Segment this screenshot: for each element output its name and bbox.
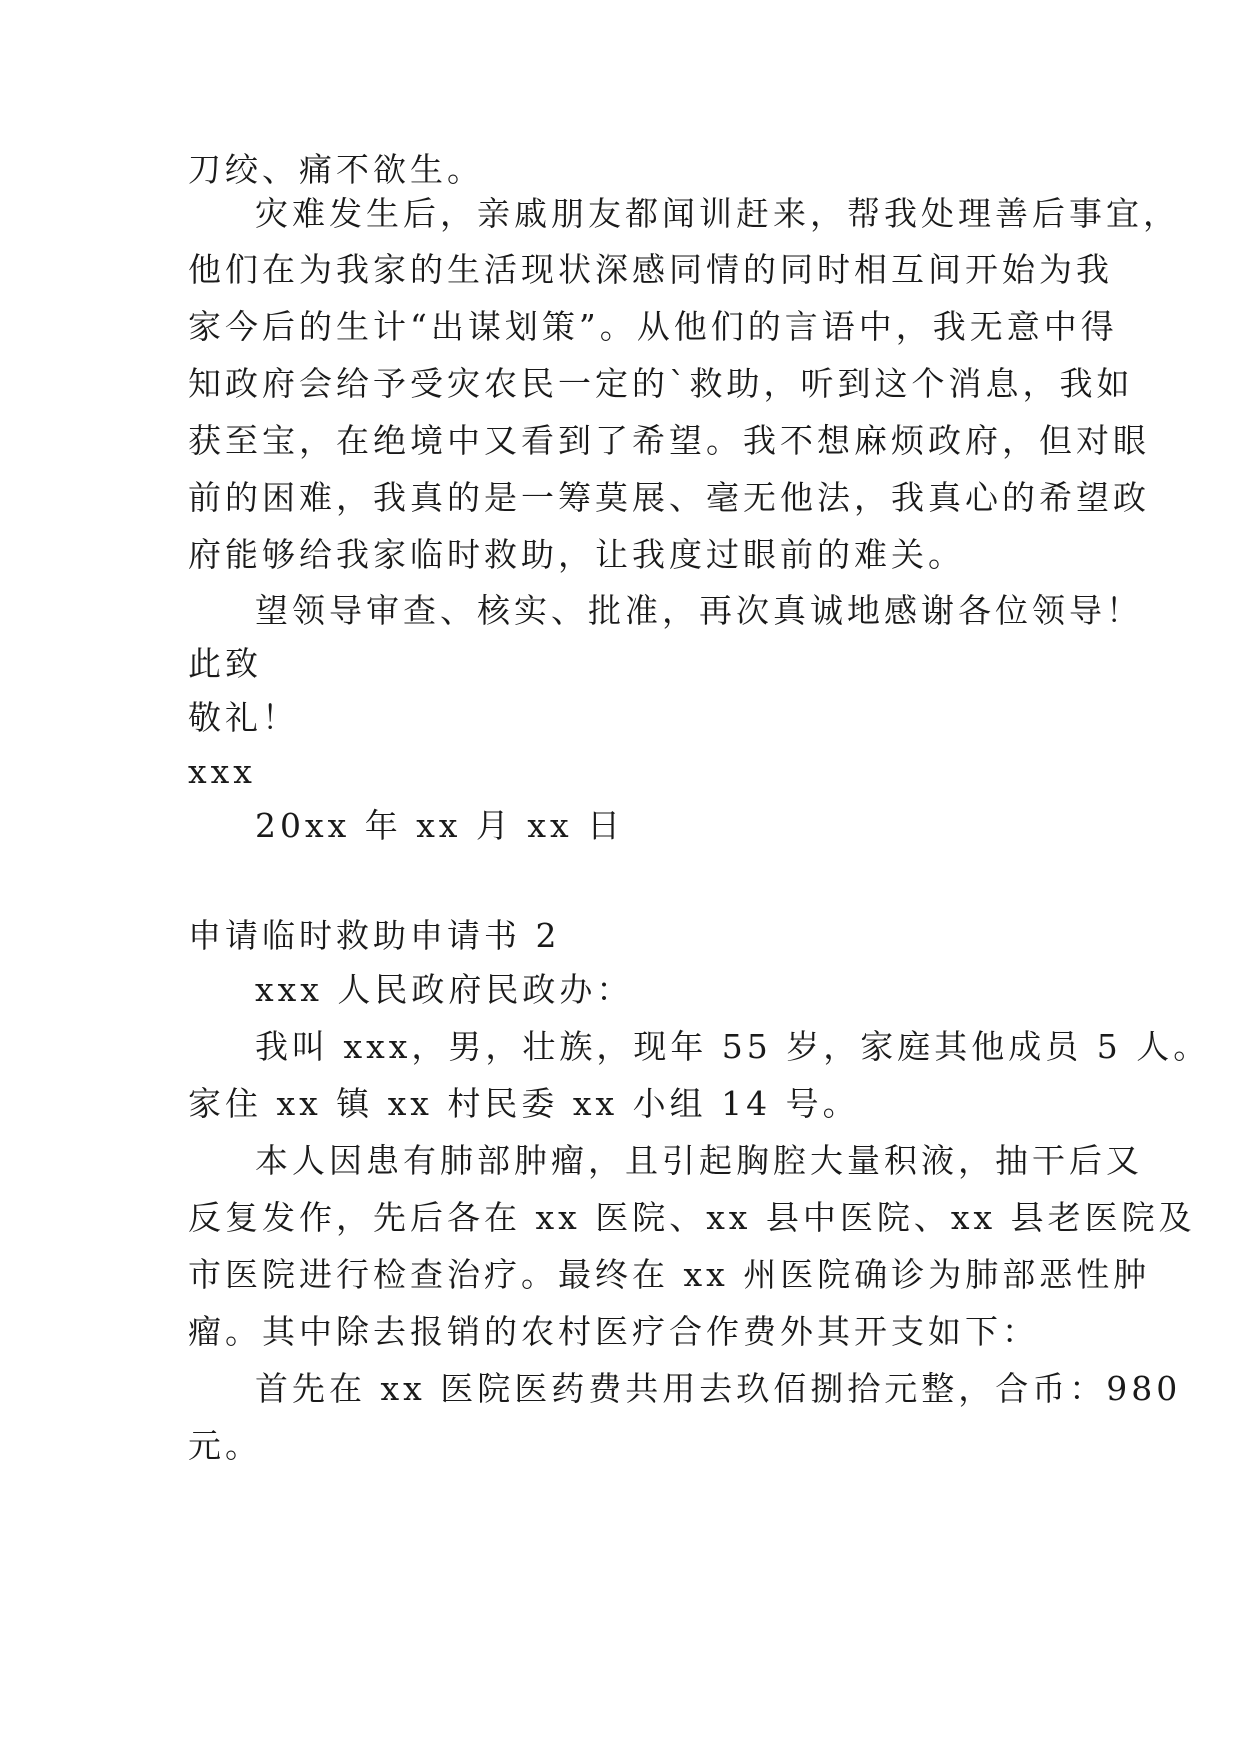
closing-salutation: 此致 xyxy=(188,644,262,683)
signature-date: 20xx 年 xx 月 xx 日 xyxy=(255,806,625,845)
body-text-line: 获至宝，在绝境中又看到了希望。我不想麻烦政府，但对眼 xyxy=(188,421,1150,460)
body-text-line: 家今后的生计“出谋划策”。从他们的言语中，我无意中得 xyxy=(188,307,1118,346)
body-text-line: 前的困难，我真的是一筹莫展、毫无他法，我真心的希望政 xyxy=(188,478,1150,517)
addressee: xxx 人民政府民政办： xyxy=(255,970,634,1009)
body-text-line: 家住 xx 镇 xx 村民委 xx 小组 14 号。 xyxy=(188,1084,860,1123)
paragraph-first-line: 灾难发生后，亲戚朋友都闻训赶来，帮我处理善后事宜， xyxy=(255,194,1180,233)
signature-name: xxx xyxy=(188,752,256,791)
body-text-line: 市医院进行检查治疗。最终在 xx 州医院确诊为肺部恶性肿 xyxy=(188,1255,1151,1294)
body-text-line: 他们在为我家的生活现状深感同情的同时相互间开始为我 xyxy=(188,250,1113,289)
body-text-line: 刀绞、痛不欲生。 xyxy=(188,150,484,189)
body-text-line: 瘤。其中除去报销的农村医疗合作费外其开支如下： xyxy=(188,1312,1039,1351)
closing-respect: 敬礼！ xyxy=(188,698,299,737)
paragraph-first-line: 我叫 xxx，男，壮族，现年 55 岁，家庭其他成员 5 人。 xyxy=(255,1027,1211,1066)
paragraph-first-line: 本人因患有肺部肿瘤，且引起胸腔大量积液，抽干后又 xyxy=(255,1141,1143,1180)
body-text-line: 知政府会给予受灾农民一定的`救助，听到这个消息，我如 xyxy=(188,364,1134,403)
paragraph-first-line: 首先在 xx 医院医药费共用去玖佰捌拾元整，合币：980 xyxy=(255,1369,1182,1408)
body-text-line: 反复发作，先后各在 xx 医院、xx 县中医院、xx 县老医院及 xyxy=(188,1198,1196,1237)
body-text-line: 府能够给我家临时救助，让我度过眼前的难关。 xyxy=(188,535,965,574)
section-title: 申请临时救助申请书 2 xyxy=(188,916,561,955)
body-text-line: 元。 xyxy=(188,1426,262,1465)
paragraph-first-line: 望领导审查、核实、批准，再次真诚地感谢各位领导！ xyxy=(255,591,1143,630)
